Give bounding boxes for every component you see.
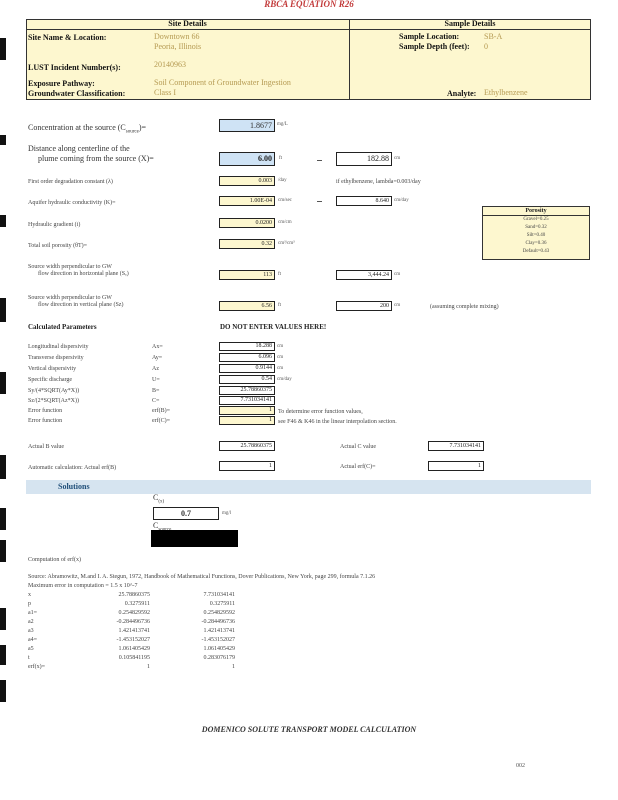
exposure-value: Soil Component of Groundwater Ingestion bbox=[154, 78, 291, 87]
comp-row-a: -0.284496736 bbox=[116, 619, 150, 625]
sz-input[interactable]: 6.56 bbox=[219, 301, 275, 311]
calc-row-symbol: erf(B)= bbox=[152, 408, 171, 414]
porosity-title: Porosity bbox=[525, 208, 547, 214]
sample-details-heading: Sample Details bbox=[444, 19, 496, 28]
calc-row-label: Error function bbox=[28, 408, 63, 414]
sample-location-value: SB-A bbox=[484, 32, 503, 41]
calc-row-value: 0.9144 bbox=[219, 364, 275, 373]
comp-row-a: 0.254829592 bbox=[118, 610, 150, 616]
comp-row-b: -0.284496736 bbox=[201, 619, 235, 625]
site-name-label: Site Name & Location: bbox=[28, 33, 107, 42]
porosity-row: Gravel=0.25 bbox=[523, 217, 549, 222]
porosity-row: Silt=0.40 bbox=[526, 233, 546, 238]
auto-erfb-value: 1 bbox=[219, 461, 275, 471]
comp-row-b: 0.3275911 bbox=[209, 601, 235, 607]
site-details-heading: Site Details bbox=[168, 19, 207, 28]
decay-input[interactable]: 0.003 bbox=[219, 176, 275, 186]
cx-label: $C_{(x)}$ bbox=[153, 493, 165, 505]
erf-note-1: To determine error function values, bbox=[278, 409, 363, 415]
actual-erfc-value: 1 bbox=[428, 461, 484, 471]
sample-depth-label: Sample Depth (feet): bbox=[399, 42, 470, 51]
comp-row-a: 1 bbox=[147, 664, 150, 670]
sy-label-2: flow direction in horizontal plane (Sᵧ) bbox=[38, 271, 129, 277]
exposure-label: Exposure Pathway: bbox=[28, 79, 95, 88]
porosity-row: Default=0.43 bbox=[522, 249, 550, 254]
site-name-value-1: Downtown 66 bbox=[154, 32, 200, 41]
distance-label-1: Distance along centerline of the bbox=[28, 144, 130, 153]
porosity-unit: cm³/cm³ bbox=[278, 241, 295, 246]
calc-row-unit: cm/day bbox=[277, 377, 292, 382]
comp-row-b: 1.061405429 bbox=[203, 646, 235, 652]
distance-unit: ft bbox=[279, 156, 283, 161]
distance-cm-unit: cm bbox=[394, 156, 401, 161]
k-day-unit: cm/day bbox=[394, 198, 409, 203]
comp-row-label: x bbox=[28, 592, 31, 598]
calc-row-symbol: Ax= bbox=[152, 344, 163, 350]
comp-row-label: a2 bbox=[28, 619, 34, 625]
calc-row-label: Specific discharge bbox=[28, 377, 73, 383]
calc-row-symbol: Az bbox=[152, 366, 159, 372]
comp-row-label: p bbox=[28, 601, 31, 607]
comp-row-a: 0.3275911 bbox=[124, 601, 150, 607]
dash-2 bbox=[317, 201, 322, 202]
page-number: 002 bbox=[516, 763, 525, 769]
calc-row-value: 6.096 bbox=[219, 353, 275, 362]
comp-row-a: -1.453152027 bbox=[116, 637, 150, 643]
sy-label-1: Source width perpendicular to GW bbox=[28, 264, 112, 270]
sy-unit: ft bbox=[278, 272, 282, 277]
calc-row-value: 18.288 bbox=[219, 342, 275, 351]
decay-note: if ethylbenzene, lambda=0.003/day bbox=[336, 179, 421, 185]
k-unit: cm/sec bbox=[278, 198, 292, 203]
analyte-value: Ethylbenzene bbox=[484, 88, 528, 97]
solutions-title: Solutions bbox=[58, 482, 90, 491]
sample-location-label: Sample Location: bbox=[399, 32, 460, 41]
calculated-warning: DO NOT ENTER VALUES HERE! bbox=[220, 323, 327, 331]
porosity-label: Total soil porosity (θT)= bbox=[28, 243, 87, 249]
sample-depth-value: 0 bbox=[484, 42, 488, 51]
porosity-input[interactable]: 0.32 bbox=[219, 239, 275, 249]
comp-row-b: 1 bbox=[232, 664, 235, 670]
comp-row-label: a4= bbox=[28, 637, 38, 643]
solutions-bar bbox=[26, 480, 591, 494]
k-input[interactable]: 1.00E-04 bbox=[219, 196, 275, 206]
comp-row-label: a1= bbox=[28, 610, 38, 616]
conc-source-input[interactable]: 1.8677 bbox=[219, 119, 275, 132]
actual-erfc-label: Actual erf(C)= bbox=[340, 464, 376, 470]
decay-label: First order degradation constant (λ) bbox=[28, 179, 113, 185]
footer-title: DOMENICO SOLUTE TRANSPORT MODEL CALCULATION bbox=[201, 725, 417, 734]
calc-row-unit: cm bbox=[277, 366, 284, 371]
sz-cm-unit: cm bbox=[394, 303, 401, 308]
calc-row-label: Error function bbox=[28, 418, 63, 424]
solution-value: 0.7 bbox=[153, 507, 219, 520]
comp-row-label: t bbox=[28, 655, 30, 661]
porosity-row: Sand=0.32 bbox=[525, 225, 547, 230]
comp-row-a: 25.78860375 bbox=[118, 592, 150, 598]
actual-c-label: Actual C value bbox=[340, 444, 376, 450]
sz-label-1: Source width perpendicular to GW bbox=[28, 295, 112, 301]
redaction-block bbox=[151, 530, 238, 547]
conc-source-unit: mg/L bbox=[277, 122, 288, 127]
calc-row-symbol: Ay= bbox=[152, 355, 163, 361]
sy-cm-unit: cm bbox=[394, 272, 401, 277]
comp-row-b: -1.453152027 bbox=[201, 637, 235, 643]
auto-erfb-label: Automatic calculation: Actual erf(B) bbox=[28, 465, 117, 471]
sz-label-2: flow direction in vertical plane (Sz) bbox=[38, 302, 124, 308]
calc-row-value: 7.731034141 bbox=[219, 396, 275, 405]
cs-label: C bbox=[153, 521, 159, 530]
gradient-label: Hydraulic gradient (i) bbox=[28, 222, 81, 228]
calc-row-label: Sz/(2*SQRT(Az*X)) bbox=[28, 398, 79, 404]
gradient-input[interactable]: 0.0200 bbox=[219, 218, 275, 228]
computation-source: Source: Abramowitz, M.and I. A. Stegun, 1972, Handbook of Mathematical Functions, Dover Publications, New York, page 299, formula 7.1.26 bbox=[28, 574, 376, 580]
calc-row-label: Transverse dispersivity bbox=[28, 355, 84, 361]
calc-row-symbol: erf(C)= bbox=[152, 418, 171, 424]
mixing-note: (assuming complete mixing) bbox=[430, 304, 499, 310]
comp-row-b: 1.421413741 bbox=[203, 628, 235, 634]
actual-b-label: Actual B value bbox=[28, 444, 64, 450]
computation-title: Computation of erf(x) bbox=[28, 557, 81, 563]
distance-cm-value: 182.88 bbox=[336, 152, 392, 166]
gw-class-value: Class I bbox=[154, 88, 176, 97]
porosity-row: Clay=0.36 bbox=[525, 241, 547, 246]
calc-row-unit: cm bbox=[277, 355, 284, 360]
sz-unit: ft bbox=[278, 303, 282, 308]
calc-row-value: 0.54 bbox=[219, 375, 275, 384]
calc-row-symbol: B= bbox=[152, 388, 160, 394]
erf-note-2: see F46 & K46 in the linear interpolation section. bbox=[278, 419, 397, 425]
calc-row-value[interactable]: 1 bbox=[219, 406, 275, 415]
k-label: Aquifer hydraulic conductivity (K)= bbox=[28, 200, 116, 206]
conc-source-label: Concentration at the source $(C_{source})=$ bbox=[28, 123, 146, 135]
dash-1 bbox=[317, 160, 322, 161]
calc-row-symbol: U= bbox=[152, 377, 160, 383]
sy-cm-value: 3,444.24 bbox=[336, 270, 392, 280]
comp-row-label: erf(x)= bbox=[28, 664, 46, 670]
gw-class-label: Groundwater Classification: bbox=[28, 89, 126, 98]
calc-row-label: Longitudinal dispersivity bbox=[28, 344, 89, 350]
comp-row-label: a3 bbox=[28, 628, 34, 634]
comp-row-label: a5 bbox=[28, 646, 34, 652]
calc-row-symbol: C= bbox=[152, 398, 160, 404]
distance-label-2: plume coming from the source (X)= bbox=[38, 154, 154, 163]
sy-input[interactable]: 113 bbox=[219, 270, 275, 280]
comp-row-b: 0.254829592 bbox=[203, 610, 235, 616]
lust-value: 20140963 bbox=[154, 60, 186, 69]
comp-row-a: 1.421413741 bbox=[118, 628, 150, 634]
page-title: RBCA EQUATION R26 bbox=[264, 0, 354, 9]
calc-row-label: Vertical dispersivity bbox=[28, 366, 77, 372]
calc-row-label: Sy/(4*SQRT(Ay*X)) bbox=[28, 388, 80, 394]
calculated-title: Calculated Parameters bbox=[28, 323, 97, 331]
porosity-table bbox=[482, 206, 590, 260]
gradient-unit: cm/cm bbox=[278, 220, 292, 225]
comp-row-b: 0.283076179 bbox=[203, 655, 235, 661]
analyte-label: Analyte: bbox=[447, 89, 477, 98]
comp-row-a: 0.105841195 bbox=[118, 655, 150, 661]
calc-row-value: 25.78860375 bbox=[219, 386, 275, 395]
comp-row-b: 7.731034141 bbox=[203, 592, 235, 598]
calc-row-value[interactable]: 1 bbox=[219, 416, 275, 425]
calc-row-unit: cm bbox=[277, 344, 284, 349]
actual-c-value: 7.731034141 bbox=[428, 441, 484, 451]
k-day-value: 8.640 bbox=[336, 196, 392, 206]
site-name-value-2: Peoria, Illinois bbox=[154, 42, 202, 51]
comp-row-a: 1.061405429 bbox=[118, 646, 150, 652]
lust-label: LUST Incident Number(s): bbox=[28, 63, 121, 72]
sz-cm-value: 200 bbox=[336, 301, 392, 311]
actual-b-value: 25.78860375 bbox=[219, 441, 275, 451]
decay-unit: /day bbox=[278, 178, 287, 183]
distance-input[interactable]: 6.00 bbox=[219, 152, 275, 166]
solution-unit: mg/l bbox=[222, 511, 232, 516]
computation-max-error: Maximum error in computation = 1.5 x 10^-7 bbox=[28, 583, 138, 589]
